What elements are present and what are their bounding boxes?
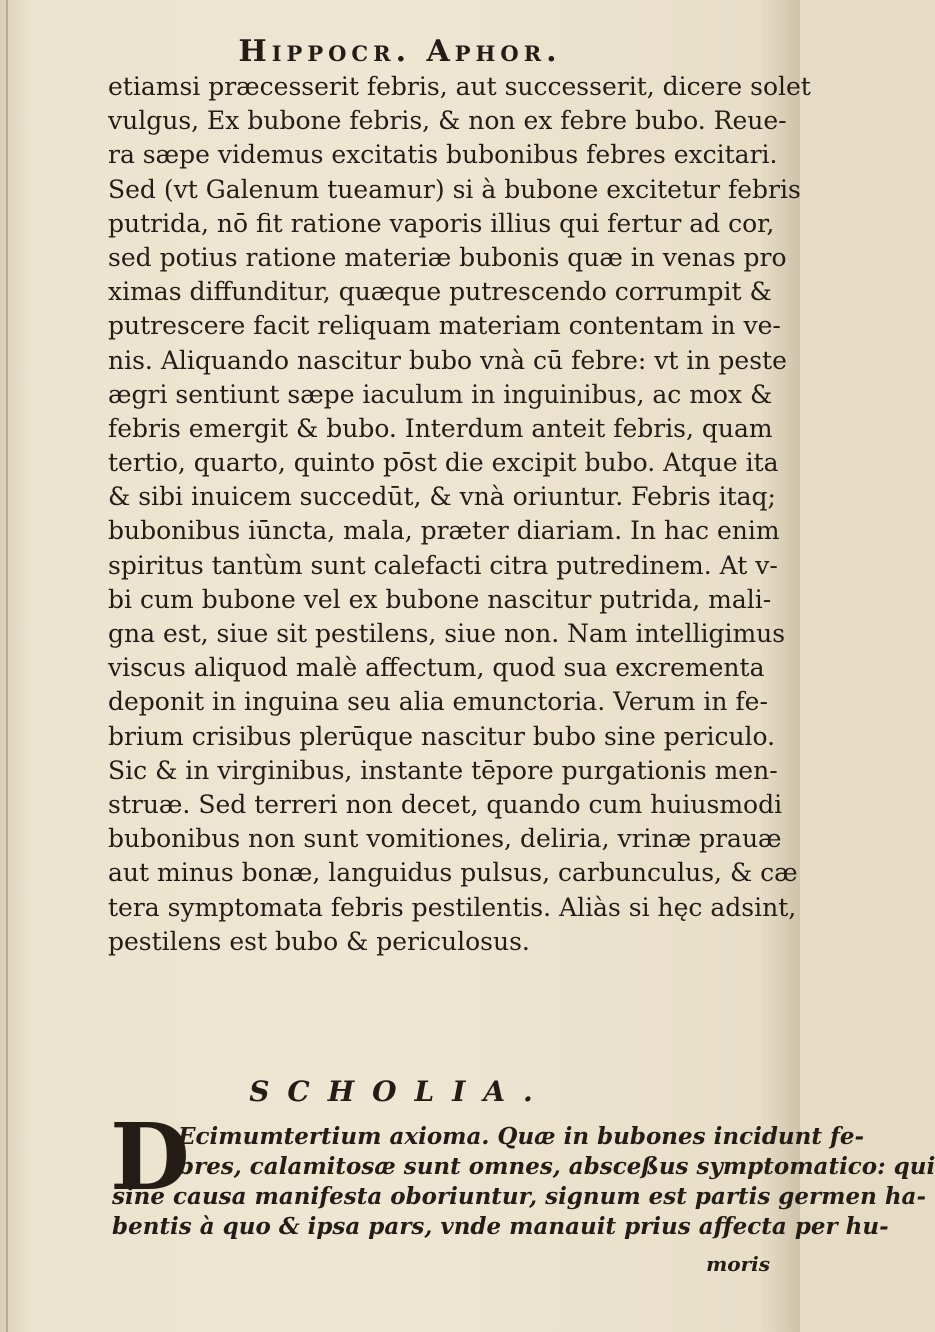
- text-line: sed potius ratione materiæ bubonis quæ in venas pro: [108, 242, 787, 272]
- text-line: viscus aliquod malè affectum, quod sua excrementa: [108, 653, 765, 683]
- scholia-line: Ecimumtertium axioma. Quæ in bubones incidunt fe-: [178, 1123, 865, 1150]
- text-line: aut minus bonæ, languidus pulsus, carbunculus, & cæ: [108, 858, 798, 888]
- scholia-text: [112, 1122, 935, 1242]
- main-text: [108, 70, 811, 959]
- text-line: Sic & in virginibus, instante tēpore purgationis men-: [108, 755, 778, 785]
- scholia-line: sine causa manifesta oboriuntur, signum est partis germen ha-: [112, 1183, 927, 1210]
- scholia-line: bentis à quo & ipsa pars, vnde manauit prius affecta per hu-: [112, 1213, 889, 1240]
- text-line: spiritus tantùm sunt calefacti citra putredinem. At v-: [108, 550, 778, 580]
- text-line: etiamsi præcesserit febris, aut successerit, dicere solet: [108, 72, 811, 101]
- text-line: bi cum bubone vel ex bubone nascitur putrida, mali-: [108, 584, 772, 614]
- text-line: ra sæpe videmus excitatis bubonibus febres excitari.: [108, 140, 778, 170]
- text-line: struæ. Sed terreri non decet, quando cum huiusmodi: [108, 789, 783, 819]
- text-line: & sibi inuicem succedūt, & vnà oriuntur. Febris itaq;: [108, 482, 776, 512]
- drop-capital: D: [110, 1103, 190, 1211]
- page-gutter: [6, 0, 8, 1332]
- text-line: brium crisibus plerūque nascitur bubo sine periculo.: [108, 721, 776, 751]
- text-line: putrida, nō fit ratione vaporis illius qui fertur ad cor,: [108, 208, 775, 238]
- text-line: deponit in inguina seu alia emunctoria. Verum in fe-: [108, 687, 768, 717]
- text-line: ximas diffunditur, quæque putrescendo corrumpit &: [108, 277, 772, 307]
- text-line: gna est, siue sit pestilens, siue non. Nam intelligimus: [108, 619, 786, 648]
- text-line: bubonibus non sunt vomitiones, deliria, vrinæ prauæ: [108, 824, 782, 854]
- text-line: ægri sentiunt sæpe iaculum in inguinibus, ac mox &: [108, 379, 773, 409]
- running-header: Hippocr. Aphor.: [238, 34, 562, 69]
- scholia-heading: SCHOLIA.: [249, 1075, 551, 1108]
- text-line: tera symptomata febris pestilentis. Aliàs si hęc adsint,: [108, 892, 797, 922]
- text-line: putrescere facit reliquam materiam contentam in ve-: [108, 311, 781, 341]
- text-line: Sed (vt Galenum tueamur) si à bubone excitetur febris: [108, 174, 801, 204]
- text-line: nis. Aliquando nascitur bubo vnà cū febre: vt in peste: [108, 345, 787, 375]
- text-line: tertio, quarto, quinto pōst die excipit bubo. Atque ita: [108, 448, 779, 478]
- scholia-line: bres, calamitosæ sunt omnes, absceßus symptomatico: qui: [178, 1153, 935, 1180]
- text-line: pestilens est bubo & periculosus.: [108, 926, 530, 956]
- text-line: bubonibus iūncta, mala, præter diariam. In hac enim: [108, 516, 780, 546]
- catchword: moris: [706, 1252, 770, 1276]
- text-line: vulgus, Ex bubone febris, & non ex febre bubo. Reue-: [108, 106, 787, 136]
- text-line: febris emergit & bubo. Interdum anteit febris, quam: [108, 413, 773, 443]
